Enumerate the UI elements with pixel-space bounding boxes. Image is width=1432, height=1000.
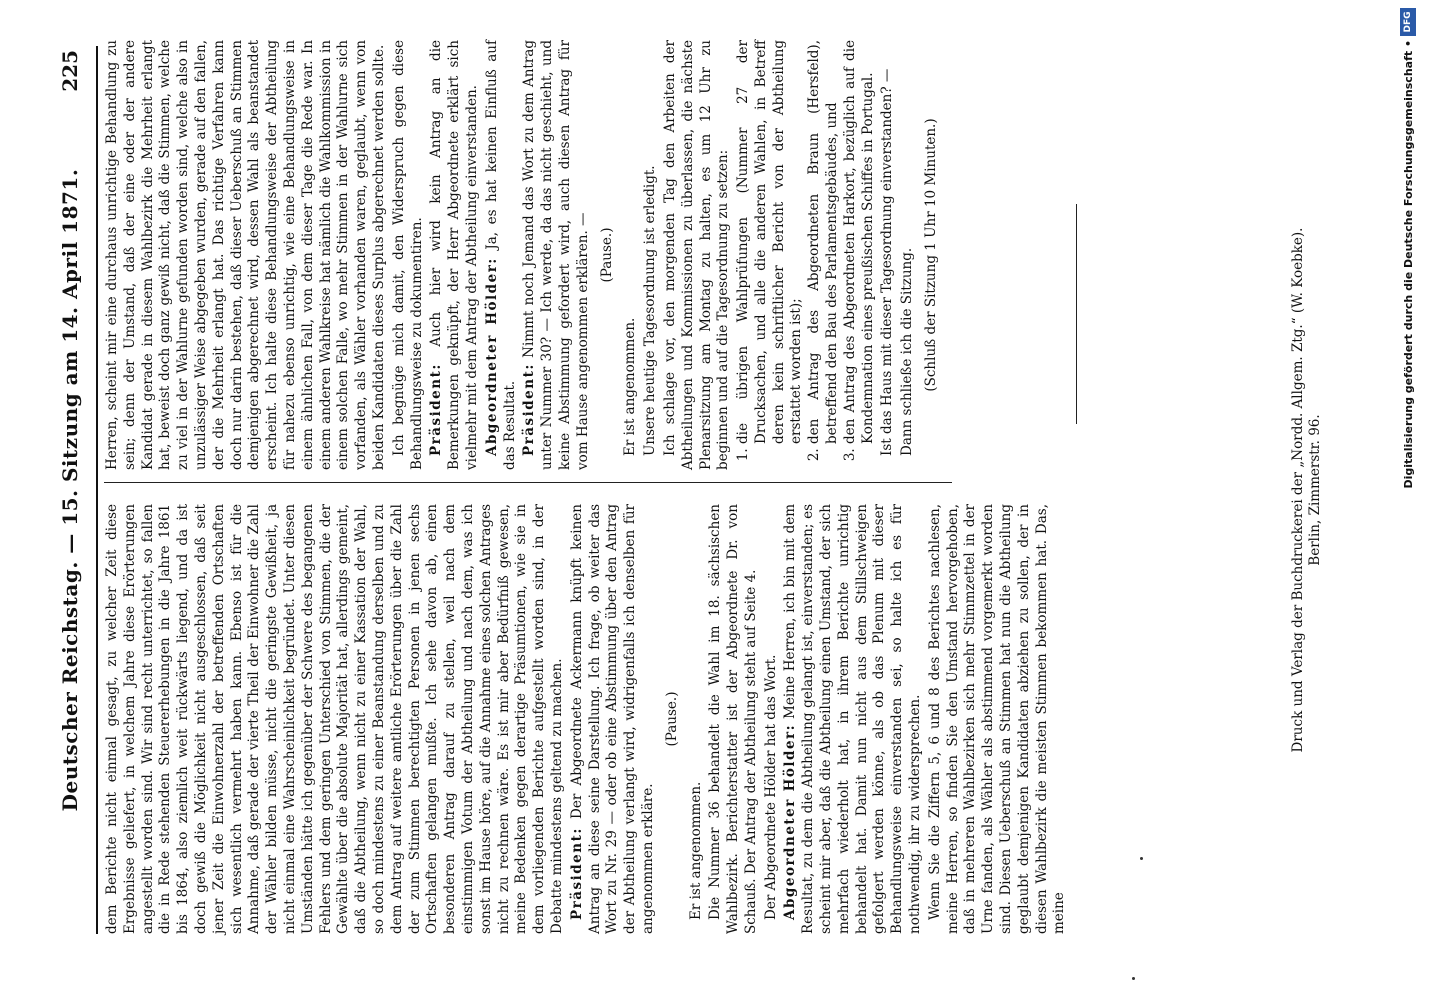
body-paragraph: Der Abgeordnete Hölder hat das Wort.: [762, 654, 779, 920]
body-paragraph: Ich schlage vor, den morgenden Tag den Arbeiten der Abtheilungen und Kommissionen zu überlassen, die nächste Plenarsitzung am Montag zu halten, es um 12 Uhr zu beginnen und auf die Tagesordnung zu setzen:: [661, 40, 732, 470]
page-header-title: Deutscher Reichstag. — 15. Sitzung am 14. April 1871.: [58, 168, 82, 812]
dfg-logo: DFG: [1400, 8, 1416, 36]
speaker-name: Präsident:: [521, 363, 538, 456]
agenda-item: 2. den Antrag des Abgeordneten Braun (Hersfeld), betreffend den Bau des Parlamentsgebäudes, und: [806, 40, 842, 444]
body-paragraph: Ich begnüge mich damit, den Widerspruch gegen diese Behandlungsweise zu dokumentiren.: [390, 40, 425, 470]
body-paragraph: Er ist angenommen.: [622, 317, 639, 456]
speech-paragraph: [569, 504, 658, 934]
speaker-name: Präsident:: [428, 363, 445, 456]
page-number: 225: [58, 50, 82, 92]
speech-text: Ja, es hat keinen Einfluß auf das Resultat.: [483, 40, 518, 470]
agenda-item: 1. die übrigen Wahlprüfungen (Nummer 27 der Drucksachen, und alle die anderen Wahlen, in Betreff deren kein schriftlicher Bericht von der Abtheilung erstattet worden ist);: [735, 40, 806, 444]
speech-text: Meine Herren, ich bin mit dem Resultat, zu dem die Abtheilung gelangt ist, einverstanden; es scheint mir aber, daß die Abtheilung einen Umstand, der sich mehrfach wiederholt hat, in ihrem Berichte unrichtig behandelt hat. Damit nun nicht aus dem Stillschweigen gefolgert werden könne, als ob das Plenum mit dieser Behandlungsweise einverstanden sei, so halte ich es für nothwendig, ihr zu widersprechen.: [782, 503, 924, 934]
body-paragraph: Unsere heutige Tagesordnung ist erledigt.: [642, 165, 659, 456]
speech-paragraph: [782, 504, 924, 934]
agenda-list: [735, 40, 877, 470]
left-column: [104, 504, 1071, 934]
stage-direction: (Pause.): [663, 691, 680, 747]
header-rule: [96, 46, 98, 934]
digitization-credit: [1398, 0, 1424, 1000]
speech-text: Auch hier wird kein Antrag an die Bemerkungen geknüpft, der Herr Abgeordnete erklärt sich vielmehr mit dem Antrag der Abtheilung einverstanden.: [428, 40, 480, 470]
speech-paragraph: [484, 40, 520, 470]
column-divider: [104, 482, 952, 483]
speech-text: Nimmt noch Jemand das Wort zu dem Antrag unter Nummer 30? — Ich werde, da das nicht geschieht, und keine Abstimmung gefordert wird, auch diesen Antrag für vom Hause angenommen erklären. —: [521, 39, 591, 470]
digitization-text: Digitalisierung gefördert durch die Deutsche Forschungsgemeinschaft •: [1402, 40, 1415, 489]
scan-speck: [1140, 857, 1143, 860]
end-rule: [1076, 204, 1077, 424]
speaker-name: Abgeordneter Hölder:: [483, 257, 500, 456]
imprint-line-2: Berlin, Zimmerstr. 96.: [1307, 414, 1323, 566]
body-paragraph: Herren, scheint mir eine durchaus unrichtige Behandlung zu sein; denn der Umstand, daß der eine oder der andere Kandidat gerade in diesem Wahlbezirk die Mehrheit erlangt hat, beweist doch ganz gewiß nicht, daß die Stimmen, welche zu viel in der Wahlurne gefunden worden sind, welche also in unzulässiger Weise abgegeben wurden, gerade auf den fallen, der die Mehrheit erlangt hat. Das richtige Verfahren kann doch nur darin bestehen, daß dieser Ueberschuß an Stimmen demjenigen abgerechnet wird, dessen Wahl als beanstandet erscheint. Ich halte diese Behandlungsweise der Abtheilung für nahezu ebenso unrichtig, wie eine Behandlungsweise in einem ähnlichen Fall, von dem dieser Tage die Rede war. In einem anderen Wahlkreise hat nämlich die Wahlkommission in einem solchen Falle, wo mehr Stimmen in der Wahlurne sich vorfanden, als Wähler vorhanden waren, geglaubt, wenn von beiden Kandidaten dieses Surplus abgerechnet werden sollte.: [104, 40, 387, 470]
speaker-name: Präsident:: [568, 827, 585, 920]
speech-text: Der Abgeordnete Ackermann knüpft keinen Antrag an diese seine Darstellung. Ich frage, ob weiter das Wort zu Nr. 29 — oder ob eine Abstimmung über den Antrag der Abtheilung verlangt wird, widrigenfalls ich denselben für angenommen erkläre.: [568, 504, 656, 934]
agenda-item: 3. den Antrag des Abgeordneten Harkort, bezüglich auf die Kondemnation eines preußischen Schiffes in Portugal.: [842, 40, 878, 444]
printer-imprint: [1290, 100, 1324, 880]
running-header: [58, 50, 92, 930]
body-paragraph: dem Berichte nicht einmal gesagt, zu welcher Zeit diese Ergebnisse geliefert, in welchem Jahre diese Erörterungen angestellt worden sind. Wir sind recht unterrichtet, so fallen die in Rede stehenden Steuererhebungen in die Jahre 1861 bis 1864, also ziemlich weit rückwärts liegend, und da ist doch gewiß die Möglichkeit nicht ausgeschlossen, daß seit jener Zeit die Einwohnerzahl der betreffenden Ortschaften sich wesentlich vermehrt haben kann. Ebenso ist für die Annahme, daß gerade der vierte Theil der Einwohner die Zahl der Wähler bilden müsse, nicht die geringste Gewißheit, ja nicht einmal eine Wahrscheinlichkeit begründet. Unter diesen Umständen hätte ich gegenüber der Schwere des begangenen Fehlers und dem geringen Unterschied von Stimmen, die der Gewählte über die absolute Majorität hat, allerdings gemeint, daß die Abtheilung, wenn nicht zu einer Kassation der Wahl, so doch mindestens zu einer Beanstandung derselben und zu dem Antrag auf weitere amtliche Erörterungen über die Zahl der zum Stimmen berechtigten Personen in jenen sechs Ortschaften gelangen mußte. Ich sehe davon ab, einen besonderen Antrag darauf zu stellen, weil nach dem einstimmigen Votum der Abtheilung und nach dem, was ich sonst im Hause höre, auf die Annahme eines solchen Antrages nicht zu rechnen wäre. Es ist mir aber Bedürfniß gewesen, meine Bedenken gegen derartige Präsumtionen, wie sie in dem vorliegenden Berichte aufgestellt worden sind, in der Debatte mindestens geltend zu machen.: [104, 504, 565, 934]
speech-paragraph: [521, 40, 592, 470]
body-paragraph: Er ist angenommen.: [687, 781, 704, 920]
scan-speck: [1132, 977, 1135, 980]
body-paragraph: Dann schließe ich die Sitzung.: [899, 247, 916, 456]
speech-paragraph: [428, 40, 481, 470]
right-column: [104, 40, 947, 470]
speaker-name: Abgeordneter Hölder:: [782, 723, 799, 920]
body-paragraph: Die Nummer 36 behandelt die Wahl im 18. sächsischen Wahlbezirk. Berichterstatter ist der Abgeordnete Dr. von Schauß. Der Antrag der Abtheilung steht auf Seite 4.: [707, 504, 759, 934]
body-paragraph: Ist das Haus mit dieser Tagesordnung einverstanden? —: [879, 68, 896, 456]
imprint-line-1: Druck und Verlag der Buchdruckerei der „Nordd. Allgem. Ztg.“ (W. Koebke).: [1290, 227, 1306, 753]
stage-direction: (Pause.): [598, 227, 615, 283]
stage-direction: (Schluß der Sitzung 1 Uhr 10 Minuten.): [923, 118, 940, 392]
body-paragraph: Wenn Sie die Ziffern 5, 6 und 8 des Berichtes nachlesen, meine Herren, so finden Sie den Umstand hervorgehoben, daß in mehreren Wahlbezirken sich mehr Stimmzettel in der Urne fanden, als Wähler als abstimmend vorgemerkt worden sind. Diesen Ueberschuß an Stimmen hat nun die Abtheilung geglaubt demjenigen Kandidaten abziehen zu sollen, der in diesen Wahlbezirk die meisten Stimmen bekommen hat. Das, meine: [926, 504, 1068, 934]
